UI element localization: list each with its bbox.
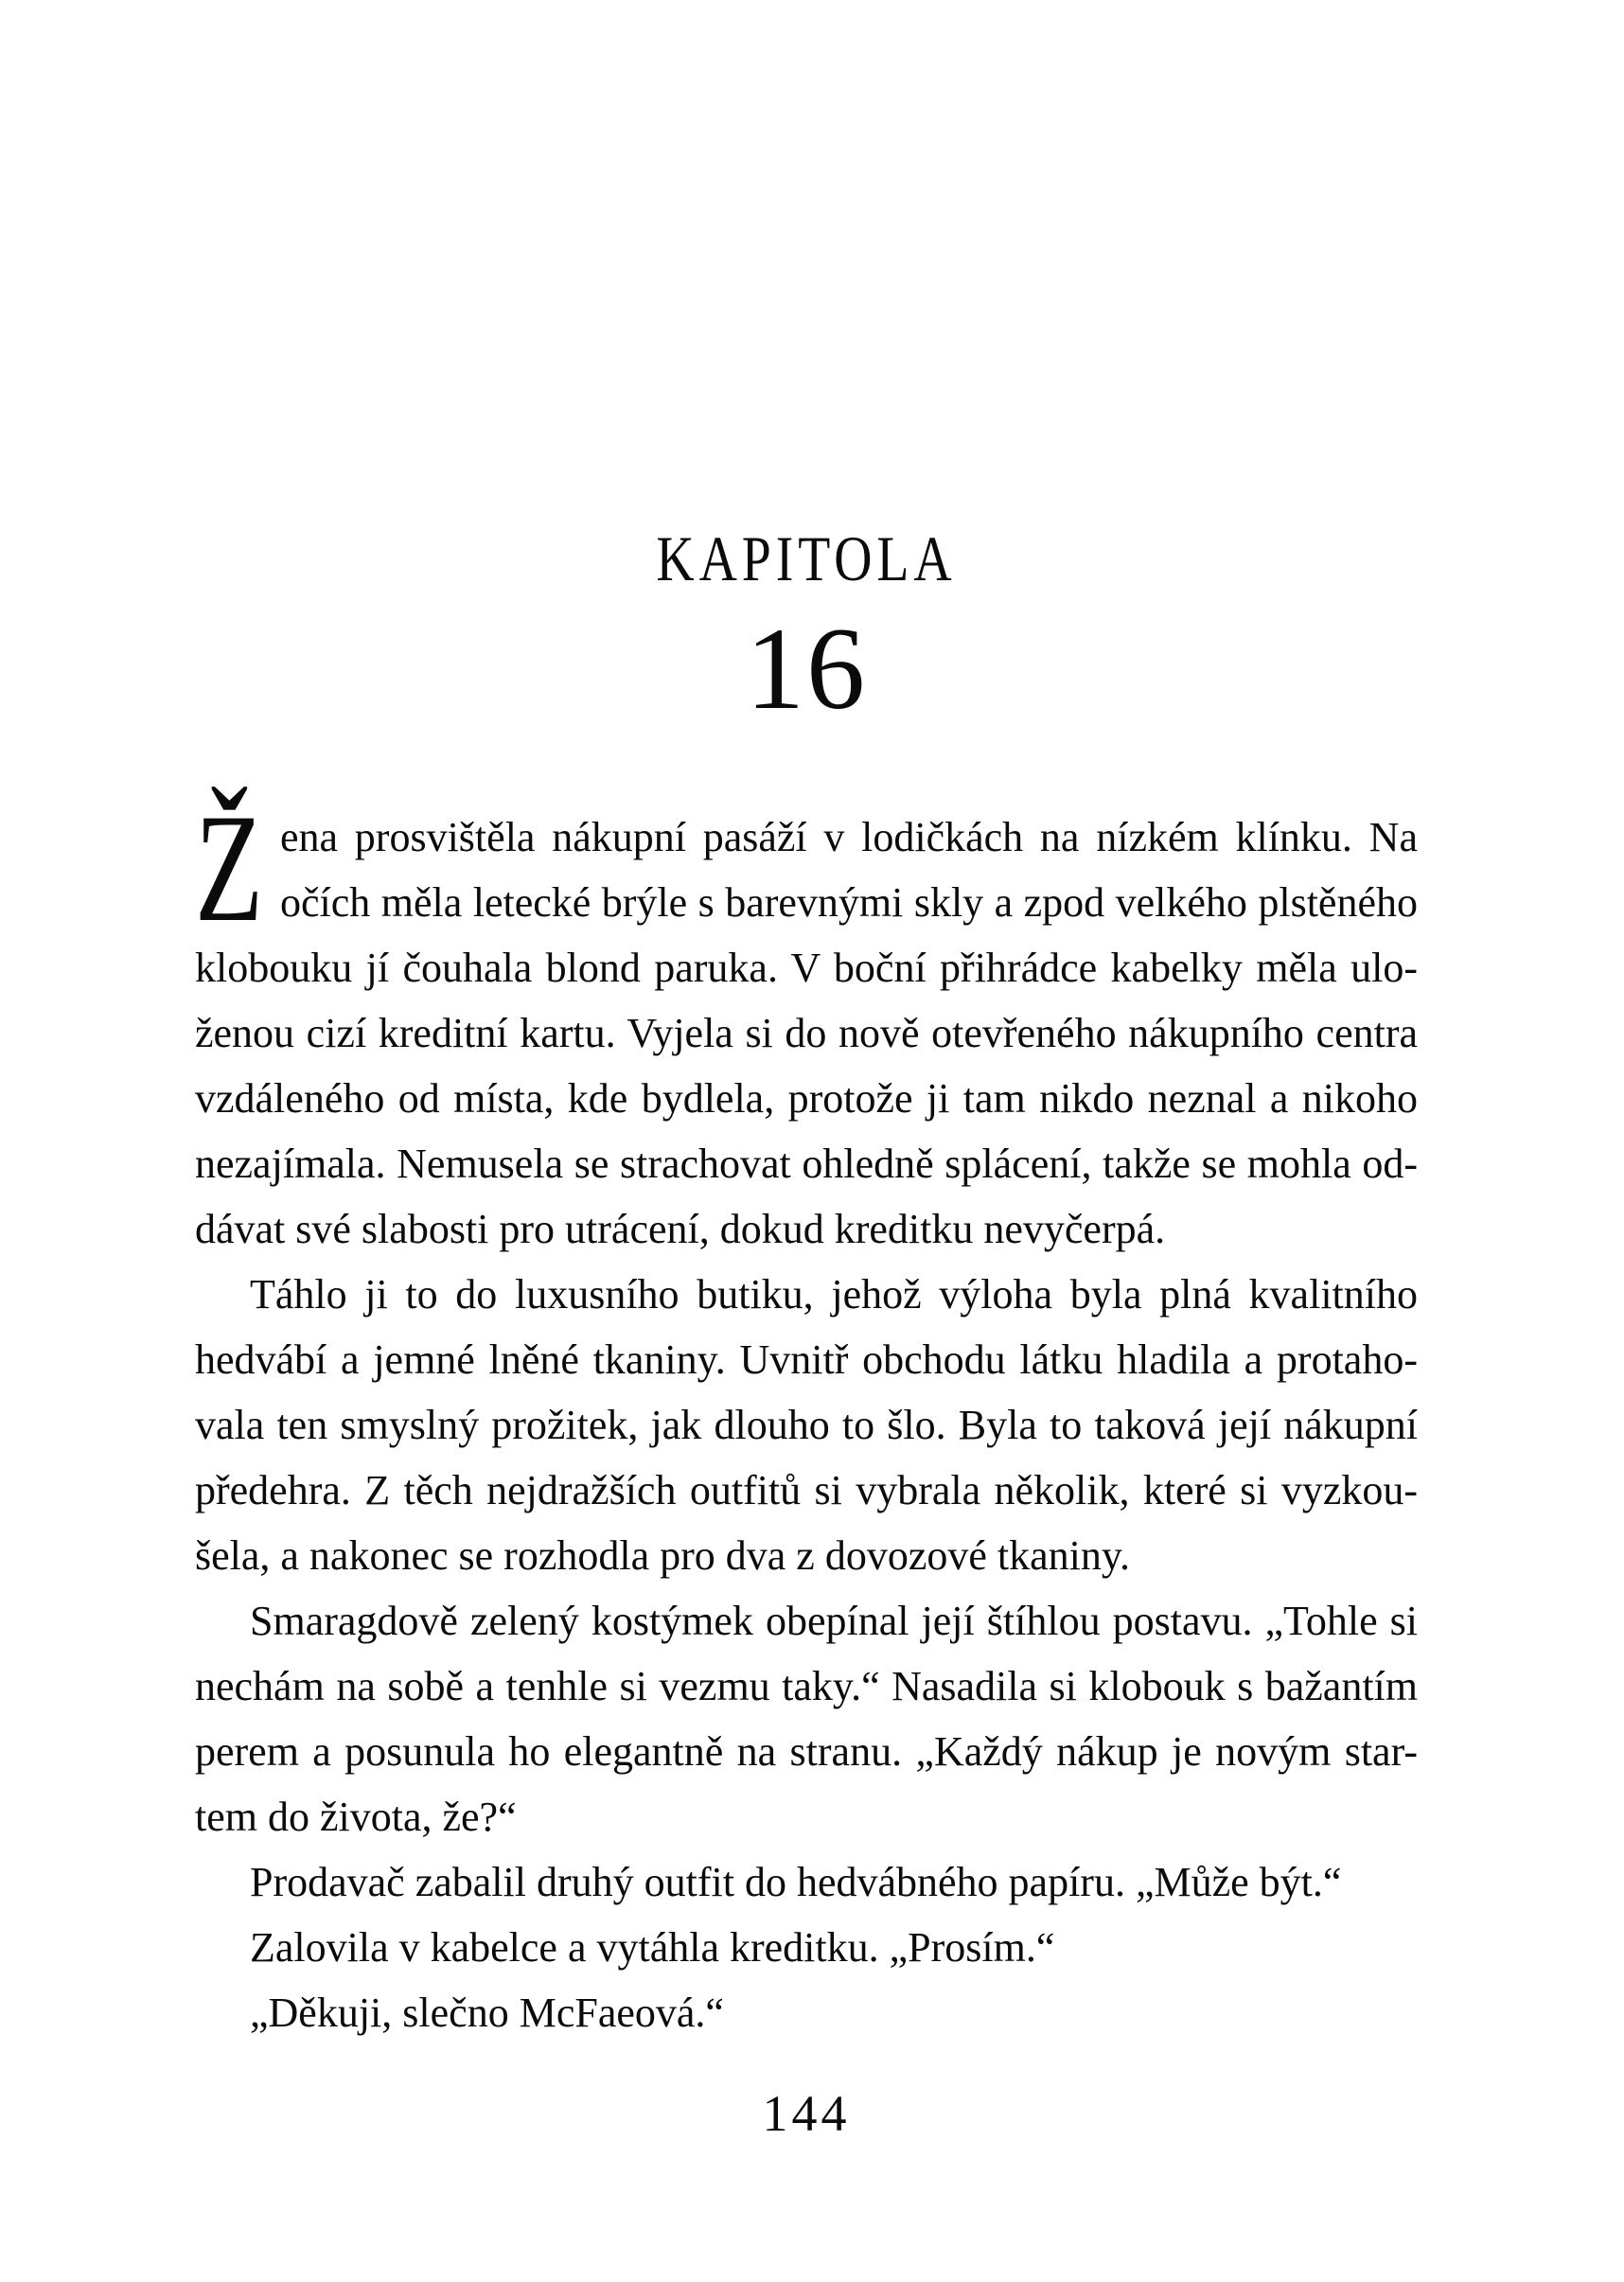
text-line: ena prosvištěla nákupní pasáží v lodičkách na nízkém klínku. Na	[280, 814, 1418, 860]
text-line: dávat své slabosti pro utrácení, dokud kreditku nevyčerpá.	[195, 1206, 1166, 1252]
text-line: tem do života, že?“	[195, 1794, 517, 1840]
text-line: Zalovila v kabelce a vytáhla kreditku. „Prosím.“	[250, 1924, 1055, 1971]
text-line: Smaragdově zelený kostýmek obepínal její štíhlou postavu. „Tohle si	[250, 1598, 1418, 1644]
text-line: Táhlo ji to do luxusního butiku, jehož výloha byla plná kvalitního	[250, 1271, 1418, 1318]
text-line: očích měla letecké brýle s barevnými skly a zpod velkého plstěného	[280, 879, 1418, 926]
paragraph	[195, 1588, 1418, 1849]
text-line: vala ten smyslný prožitek, jak dlouho to šlo. Byla to taková její nákupní	[195, 1402, 1418, 1448]
text-line: vzdáleného od místa, kde bydlela, protože ji tam nikdo neznal a nikoho	[195, 1075, 1418, 1122]
text-line: hedvábí a jemné lněné tkaniny. Uvnitř obchodu látku hladila a protaho-	[195, 1336, 1418, 1383]
text-line: klobouku jí čouhala blond paruka. V boční přihrádce kabelky měla ulo-	[195, 945, 1418, 991]
text-line: šela, a nakonec se rozhodla pro dva z dovozové tkaniny.	[195, 1532, 1131, 1579]
paragraph	[195, 1915, 1418, 1980]
text-line: nezajímala. Nemusela se strachovat ohledně splácení, takže se mohla od-	[195, 1141, 1418, 1187]
chapter-number: 16	[746, 604, 867, 734]
page-number: 144	[762, 2085, 851, 2142]
chapter-label: KAPITOLA	[656, 522, 957, 594]
text-line: ženou cizí kreditní kartu. Vyjela si do nově otevřeného nákupního centra	[195, 1010, 1418, 1056]
text-line: Prodavač zabalil druhý outfit do hedvábného papíru. „Může být.“	[250, 1859, 1342, 1905]
text-line: perem a posunula ho elegantně na stranu. „Každý nákup je novým star-	[195, 1728, 1418, 1775]
paragraph	[195, 783, 1418, 1262]
paragraph	[195, 1262, 1418, 1588]
text-line: „Děkuji, slečno McFaeová.“	[250, 1990, 724, 2036]
paragraph	[195, 1980, 1418, 2045]
body-text	[195, 783, 1418, 2045]
drop-cap-letter: Ž	[195, 783, 264, 954]
text-line: nechám na sobě a tenhle si vezmu taky.“ Nasadila si klobouk s bažantím	[195, 1663, 1418, 1709]
paragraph	[195, 1849, 1418, 1915]
drop-cap	[195, 783, 271, 954]
text-line: předehra. Z těch nejdražších outfitů si vybrala několik, které si vyzkou-	[195, 1467, 1418, 1513]
